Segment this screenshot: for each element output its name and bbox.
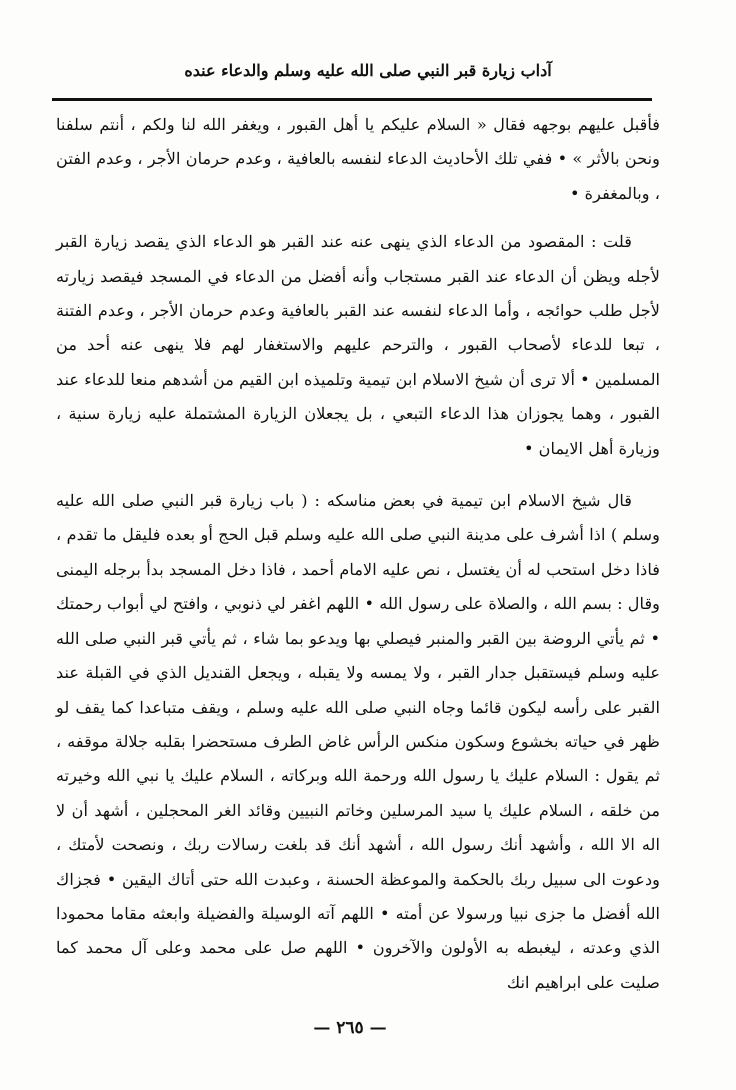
paragraph-gap	[56, 211, 660, 225]
page-number: — ٢٦٥ —	[313, 1018, 387, 1038]
paragraph-3: قال شيخ الاسلام ابن تيمية في بعض مناسكه : ( باب زيارة قبر النبي صلى الله عليه وسلم ) اذا أشرف على مدينة النبي صلى الله عليه وسلم قبل الحج أو بعده فليقل ما تقدم ، فاذا دخل استحب له أن يغتسل ، نص عليه الامام أحمد ، فاذا دخل المسجد بدأ برجله اليمنى وقال : بسم الله ، والصلاة على رسول الله • اللهم اغفر لي ذنوبي ، وافتح لي أبواب رحمتك • ثم يأتي الروضة بين القبر والمنبر فيصلي بها ويدعو بما شاء ، ثم يأتي قبر النبي صلى الله عليه وسلم فيستقبل جدار القبر ، ولا يمسه ولا يقبله ، ويجعل القنديل الذي في القبلة عند القبر على رأسه ليكون قائما وجاه النبي صلى الله عليه وسلم ، ويقف متباعدا كما يقف لو ظهر في حياته بخشوع وسكون منكس الرأس غاض الطرف مستحضرا بقلبه جلالة موقفه ، ثم يقول : السلام عليك يا رسول الله ورحمة الله وبركاته ، السلام عليك يا نبي الله وخيرته من خلقه ، السلام عليك يا سيد المرسلين وخاتم النبيين وقائد الغر المحجلين ، أشهد أن لا اله الا الله ، وأشهد أنك رسول الله ، أشهد أنك قد بلغت رسالات ربك ، ونصحت لأمتك ، ودعوت الى سبيل ربك بالحكمة والموعظة الحسنة ، وعبدت الله حتى أتاك اليقين • فجزاك الله أفضل ما جزى نبيا ورسولا عن أمته • اللهم آته الوسيلة والفضيلة وابعثه مقاما محمودا الذي وعدته ، ليغبطه به الأولون والآخرون • اللهم صل على محمد وعلى آل محمد كما صليت على ابراهيم انك	[56, 491, 660, 992]
paragraph-2: قلت : المقصود من الدعاء الذي ينهى عنه عند القبر هو الدعاء الذي يقصد زيارة القبر لأجله ويظن أن الدعاء عند القبر مستجاب وأنه أفضل من الدعاء في المسجد فيقصد زيارته لأجل طلب حوائجه ، وأما الدعاء لنفسه عند القبر بالعافية وعدم حرمان الأجر ، وعدم الفتنة ، تبعا للدعاء لأصحاب القبور ، والترحم عليهم والاستغفار لهم فلا ينهى عنه أحد من المسلمين • ألا ترى أن شيخ الاسلام ابن تيمية وتلميذه ابن القيم من أشدهم منعا للدعاء عند القبور ، وهما يجوزان هذا الدعاء التبعي ، بل يجعلان الزيارة المشتملة عليه زيارة سنية ، وزيارة أهل الايمان •	[56, 232, 660, 458]
paragraph-1: فأقبل عليهم بوجهه فقال « السلام عليكم يا أهل القبور ، ويغفر الله لنا ولكم ، أنتم سلفنا ونحن بالأثر » • ففي تلك الأحاديث الدعاء لنفسه بالعافية ، وعدم حرمان الأجر ، وعدم الفتن ، وبالمغفرة •	[56, 115, 660, 203]
header-rule	[52, 98, 652, 101]
paragraph-gap	[56, 466, 660, 484]
running-head: آداب زيارة قبر النبي صلى الله عليه وسلم والدعاء عنده	[184, 61, 552, 80]
body-text	[56, 108, 660, 1000]
